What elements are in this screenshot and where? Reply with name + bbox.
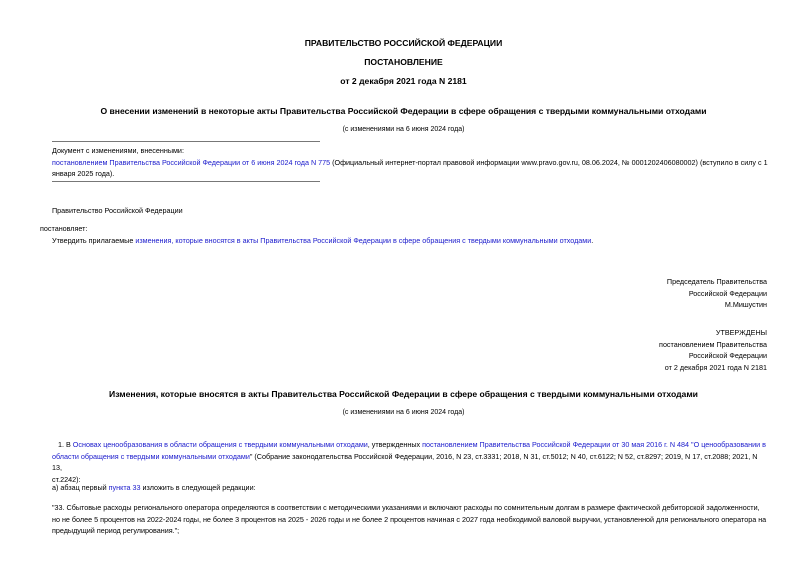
issuer: Правительство Российской Федерации xyxy=(52,206,183,215)
signature-country: Российской Федерации xyxy=(688,288,767,298)
item1-rest: " (Собрание законодательства Российской Федерации, 2016, N 23, ст.3331; 2018, N 31, ст.5012; N 40, ст.6122; N 52, ст.8297; 2019, N 17, ст.2088; 2021, N 13, xyxy=(52,451,758,473)
annex-revision-note: (с изменениями на 6 июня 2024 года) xyxy=(342,409,465,416)
item-a-prefix: а) абзац первый xyxy=(52,483,109,492)
approve-suffix: . xyxy=(591,236,594,245)
document-date-number: от 2 декабря 2021 года N 2181 xyxy=(340,76,467,86)
approved-date: от 2 декабря 2021 года N 2181 xyxy=(664,362,767,372)
item1-line2 xyxy=(52,451,769,474)
changes-details: (Официальный интернет-портал правовой информации www.pravo.gov.ru, 08.06.2024, № 0001202406080002) (вступило в силу с 1 xyxy=(330,157,768,167)
changes-intro: Документ с изменениями, внесенными: xyxy=(52,146,184,155)
approved-block xyxy=(659,327,767,373)
approve-prefix: Утвердить прилагаемые xyxy=(52,236,136,245)
revision-note: (с изменениями на 6 июня 2024 года) xyxy=(342,126,465,133)
divider-top xyxy=(52,141,320,142)
changes-line xyxy=(52,157,769,169)
annex-item-a xyxy=(52,482,769,494)
item-a-suffix: изложить в следующей редакции: xyxy=(140,483,256,492)
approved-country: Российской Федерации xyxy=(688,351,767,360)
item1-prefix: 1. В xyxy=(58,440,73,449)
quote-line-1: "33. Сбытовые расходы регионального оператора определяются в соответствии с методическими указаниями и включают расходы по сомнительным долгам в размере фактической дебиторской задолженности, xyxy=(52,503,760,512)
approve-link[interactable]: изменения, которые вносятся в акты Правительства Российской Федерации в сфере обращения с твердыми коммунальными отходами xyxy=(135,236,592,245)
annex-title: Изменения, которые вносятся в акты Правительства Российской Федерации в сфере обращения с твердыми коммунальными отходами xyxy=(109,389,698,399)
government-heading: ПРАВИТЕЛЬСТВО РОССИЙСКОЙ ФЕДЕРАЦИИ xyxy=(304,38,503,48)
item1-link-basics[interactable]: Основах ценообразования в области обращения с твердыми коммунальными отходами xyxy=(72,440,368,449)
annex-item-1 xyxy=(52,439,769,485)
signature-position: Председатель Правительства xyxy=(666,277,767,286)
changes-link[interactable]: постановлением Правительства Российской Федерации от 6 июня 2024 года N 775 xyxy=(52,157,331,167)
document-type: ПОСТАНОВЛЕНИЕ xyxy=(364,57,443,67)
quote-line-2: но не более 5 процентов на 2022-2024 годы, не более 3 процентов на 2025 - 2026 годы и не более 2 процентов начиная с 2027 года необходимой валовой выручки, установленной для регионального оператора на xyxy=(52,514,767,524)
approve-paragraph xyxy=(52,235,769,247)
resolves-label: постановляет: xyxy=(40,224,88,233)
item1-line3: ст.2242): xyxy=(52,474,81,484)
approved-heading: УТВЕРЖДЕНЫ xyxy=(715,328,767,337)
signature-block xyxy=(667,276,767,311)
document-title: О внесении изменений в некоторые акты Правительства Российской Федерации в сфере обращения с твердыми коммунальными отходами xyxy=(100,106,707,116)
quote-paragraph xyxy=(52,502,769,537)
approved-by: постановлением Правительства xyxy=(659,339,767,349)
item1-line1 xyxy=(52,439,769,451)
changes-details-continued: января 2025 года). xyxy=(52,169,115,179)
quote-line-3: предыдущий период регулирования."; xyxy=(52,526,180,536)
item1-mid: , утвержденных xyxy=(367,440,423,449)
item1-link-resolution-cont[interactable]: области обращения с твердыми коммунальными отходами xyxy=(52,451,250,461)
signature-name: М.Мишустин xyxy=(724,300,767,309)
item-a-link[interactable]: пункта 33 xyxy=(108,483,141,492)
divider-bottom xyxy=(52,181,320,182)
changes-note xyxy=(52,145,769,180)
item1-link-resolution[interactable]: постановлением Правительства Российской Федерации от 30 мая 2016 г. N 484 "О ценообразовании в xyxy=(422,440,766,449)
